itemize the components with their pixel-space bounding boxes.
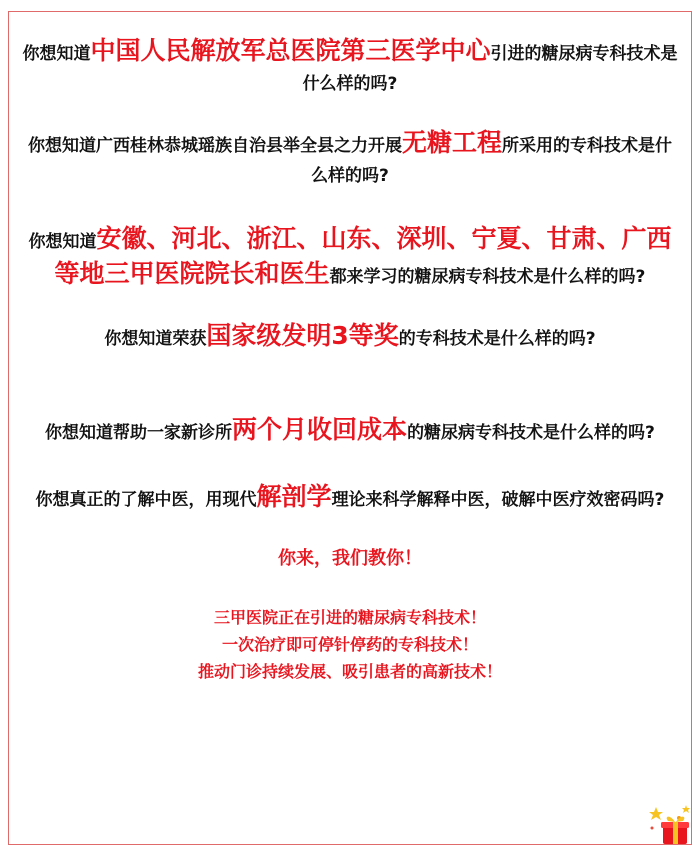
question-4 (14, 321, 686, 354)
question-3-post: 都来学习的糖尿病专科技术是什么样的吗? (329, 267, 646, 287)
question-1 (14, 36, 686, 99)
question-1-highlight: 中国人民解放军总医院第三医学中心 (90, 36, 491, 65)
question-4-post: 的专科技术是什么样的吗? (398, 329, 596, 349)
benefit-line-3: 推动门诊持续发展、吸引患者的高新技术！ (197, 662, 502, 681)
question-6-post: 理论来科学解释中医，破解中医疗效密码吗? (331, 490, 665, 510)
question-2-pre: 你想知道广西桂林恭城瑶族自治县举全县之力开展 (27, 136, 402, 156)
question-1-pre: 你想知道 (22, 44, 91, 64)
call-to-action: 你来，我们教你！ (278, 548, 422, 569)
benefit-line-2: 一次治疗即可停针停药的专科技术！ (221, 635, 478, 654)
question-2 (14, 128, 686, 191)
gift-box-icon (646, 804, 694, 846)
question-5-pre: 你想知道帮助一家新诊所 (45, 423, 233, 443)
question-6-highlight: 解剖学 (256, 482, 332, 511)
question-2-highlight: 无糖工程 (401, 128, 502, 157)
question-3-highlight: 安徽、河北、浙江、山东、深圳、宁夏、甘肃、广西等地三甲医院院长和医生 (54, 224, 672, 288)
question-6 (14, 482, 686, 515)
question-6-pre: 你想真正的了解中医，用现代 (35, 490, 257, 510)
question-5-post: 的糖尿病专科技术是什么样的吗? (407, 423, 655, 443)
question-2-post: 所采用的专科技术是什么样的吗? (311, 136, 672, 186)
benefit-line-1: 三甲医院正在引进的糖尿病专科技术！ (213, 608, 486, 627)
question-1-post: 引进的糖尿病专科技术是什么样的吗? (302, 44, 678, 94)
article-body (14, 12, 686, 685)
question-5-highlight: 两个月收回成本 (232, 415, 408, 444)
question-4-pre: 你想知道荣获 (104, 329, 207, 349)
question-3 (14, 223, 686, 293)
question-3-pre: 你想知道 (28, 232, 97, 252)
question-5 (14, 415, 686, 448)
benefit-list (14, 604, 686, 685)
question-4-highlight: 国家级发明3等奖 (206, 321, 399, 350)
